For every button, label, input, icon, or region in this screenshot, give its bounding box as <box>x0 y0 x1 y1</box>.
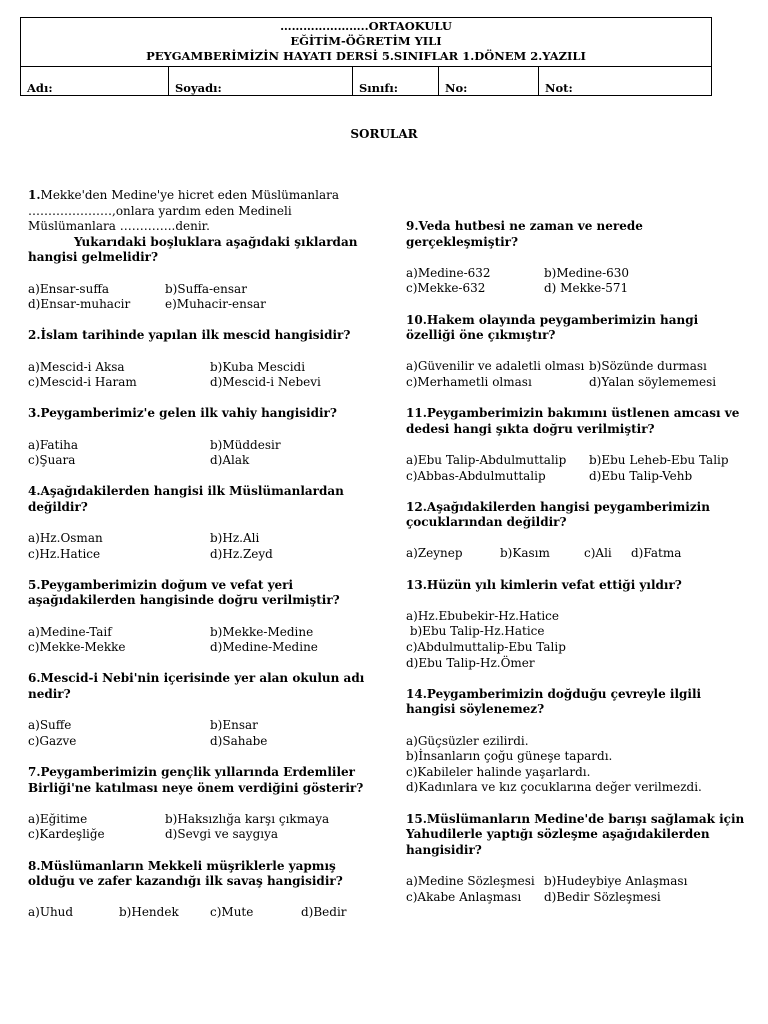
question-6-line2: nedir? <box>28 687 71 701</box>
q3-option-a: a)Fatiha <box>28 437 79 452</box>
student-info-row <box>21 67 711 96</box>
question-8-line1: 8.Müslümanların Mekkeli müşriklerle yapmış <box>28 858 336 873</box>
question-15-line2: Yahudilerle yaptığı sözleşme aşağıdakilerden <box>406 827 710 842</box>
q12-option-b: b)Kasım <box>500 546 550 561</box>
q9-option-b: b)Medine-630 <box>544 265 630 280</box>
q3-option-b: b)Müddesir <box>210 437 281 452</box>
q10-option-c: c)Merhametli olması <box>406 374 532 389</box>
question-11-options <box>406 453 746 484</box>
question-9-line2: gerçekleşmiştir? <box>406 234 519 249</box>
number-field: No: <box>439 67 539 96</box>
q14-option-a: a)Güçsüzler ezilirdi. <box>406 733 529 748</box>
question-13: 13.Hüzün yılı kimlerin vefat ettiği yıldır? <box>406 577 682 592</box>
question-9-options <box>406 266 746 297</box>
q7-option-c: c)Kardeşliğe <box>28 827 105 842</box>
question-9 <box>406 219 746 250</box>
q7-option-b: b)Haksızlığa karşı çıkmaya <box>165 811 330 826</box>
q15-option-d: d)Bedir Sözleşmesi <box>544 889 661 904</box>
question-1-number: 1. <box>28 188 41 202</box>
q13-option-a: a)Hz.Ebubekir-Hz.Hatice <box>406 608 559 623</box>
school-name: …………………..ORTAOKULU <box>280 19 452 33</box>
q10-option-d: d)Yalan söylememesi <box>589 374 717 389</box>
question-11-line1: 11.Peygamberimizin bakımını üstlenen amcası ve <box>406 406 740 421</box>
q4-option-a: a)Hz.Osman <box>28 531 103 546</box>
class-field: Sınıfı: <box>353 67 439 96</box>
question-1 <box>28 188 368 266</box>
q5-option-a: a)Medine-Taif <box>28 624 112 639</box>
question-12-line1: 12.Aşağıdakilerden hangisi peygamberimizin <box>406 499 710 514</box>
question-7-line2: Birliği'ne katılması neye önem verdiğini gösterir? <box>28 780 364 795</box>
q15-option-c: c)Akabe Anlaşması <box>406 889 522 904</box>
name-field: Adı: <box>21 67 169 96</box>
question-11-line2: dedesi hangi şıkta doğru verilmiştir? <box>406 421 655 436</box>
question-1-prompt1: Yukarıdaki boşluklara aşağıdaki şıklardan <box>74 234 358 249</box>
question-5-options <box>28 625 368 656</box>
question-2: 2.İslam tarihinde yapılan ilk mescid hangisidir? <box>28 328 351 343</box>
left-column <box>28 188 368 937</box>
q1-option-e: e)Muhacir-ensar <box>165 297 266 312</box>
question-8-options <box>28 905 368 921</box>
q8-option-c: c)Mute <box>210 905 254 920</box>
question-6-options <box>28 718 368 749</box>
q13-option-b: b)Ebu Talip-Hz.Hatice <box>406 624 545 639</box>
q14-option-b: b)İnsanların çoğu güneşe tapardı. <box>406 749 613 764</box>
q1-option-a: a)Ensar-suffa <box>28 281 109 296</box>
question-1-line1: Mekke'den Medine'ye hicret eden Müslümanlara <box>40 188 339 202</box>
q12-option-c: c)Ali <box>584 546 612 561</box>
question-11 <box>406 406 746 437</box>
question-4 <box>28 484 368 515</box>
q4-option-b: b)Hz.Ali <box>210 531 260 546</box>
question-14-options <box>406 734 746 796</box>
question-13-options <box>406 609 746 671</box>
q14-option-c: c)Kabileler halinde yaşarlardı. <box>406 764 591 779</box>
question-12-options <box>406 546 746 562</box>
q1-option-d: d)Ensar-muhacir <box>28 297 131 312</box>
question-15 <box>406 812 746 859</box>
header-table <box>20 17 712 96</box>
question-9-line1: 9.Veda hutbesi ne zaman ve nerede <box>406 219 643 233</box>
q2-option-d: d)Mescid-i Nebevi <box>210 375 321 390</box>
q4-option-d: d)Hz.Zeyd <box>210 546 273 561</box>
question-2-options <box>28 360 368 391</box>
q12-option-a: a)Zeynep <box>406 546 463 561</box>
surname-field: Soyadı: <box>169 67 353 96</box>
header-title-block <box>21 18 711 67</box>
q10-option-a: a)Güvenilir ve adaletli olması <box>406 359 585 374</box>
q6-option-d: d)Sahabe <box>210 733 268 748</box>
question-3-options <box>28 438 368 469</box>
q6-option-b: b)Ensar <box>210 718 258 733</box>
question-4-line2: değildir? <box>28 499 88 514</box>
question-8 <box>28 859 368 890</box>
q9-option-c: c)Mekke-632 <box>406 281 486 296</box>
question-7 <box>28 765 368 796</box>
question-15-line3: hangisidir? <box>406 842 482 857</box>
q15-option-b: b)Hudeybiye Anlaşması <box>544 873 688 888</box>
q5-option-c: c)Mekke-Mekke <box>28 640 126 655</box>
q3-option-d: d)Alak <box>210 453 250 468</box>
question-4-options <box>28 531 368 562</box>
question-6 <box>28 671 368 702</box>
question-4-line1: 4.Aşağıdakilerden hangisi ilk Müslümanlardan <box>28 484 344 499</box>
q5-option-d: d)Medine-Medine <box>210 640 318 655</box>
q11-option-d: d)Ebu Talip-Vehb <box>589 468 693 483</box>
q2-option-c: c)Mescid-i Haram <box>28 375 137 390</box>
question-14-line2: hangisi söylenemez? <box>406 702 545 717</box>
question-14-line1: 14.Peygamberimizin doğduğu çevreyle ilgili <box>406 686 702 701</box>
question-1-line3: Müslümanlara …………..denir. <box>28 219 210 234</box>
q2-option-b: b)Kuba Mescidi <box>210 359 306 374</box>
question-12 <box>406 500 746 531</box>
q13-option-d: d)Ebu Talip-Hz.Ömer <box>406 655 535 670</box>
section-title: SORULAR <box>350 127 418 141</box>
question-10 <box>406 313 746 344</box>
q9-option-d: d) Mekke-571 <box>544 281 629 296</box>
question-7-options <box>28 812 368 843</box>
q6-option-a: a)Suffe <box>28 718 72 733</box>
question-14 <box>406 687 746 718</box>
q11-option-c: c)Abbas-Abdulmuttalip <box>406 468 546 483</box>
question-5 <box>28 578 368 609</box>
q2-option-a: a)Mescid-i Aksa <box>28 359 125 374</box>
question-1-prompt2: hangisi gelmelidir? <box>28 250 159 265</box>
question-6-line1: 6.Mescid-i Nebi'nin içerisinde yer alan okulun adı <box>28 671 365 686</box>
grade-field: Not: <box>545 81 573 95</box>
question-8-line2: olduğu ve zafer kazandığı ilk savaş hangisidir? <box>28 874 343 889</box>
question-5-line2: aşağıdakilerden hangisinde doğru verilmiştir? <box>28 593 340 608</box>
q9-option-a: a)Medine-632 <box>406 265 491 280</box>
q15-option-a: a)Medine Sözleşmesi <box>406 873 535 888</box>
question-12-line2: çocuklarından değildir? <box>406 515 567 530</box>
q4-option-c: c)Hz.Hatice <box>28 546 101 561</box>
right-column <box>406 219 746 921</box>
academic-year: EĞİTİM-ÖĞRETİM YILI <box>290 34 442 48</box>
q11-option-b: b)Ebu Leheb-Ebu Talip <box>589 452 729 467</box>
exam-title: PEYGAMBERİMİZİN HAYATI DERSİ 5.SINIFLAR 1.DÖNEM 2.YAZILI <box>146 49 586 63</box>
question-15-line1: 15.Müslümanların Medine'de barışı sağlamak için <box>406 811 745 826</box>
q8-option-a: a)Uhud <box>28 905 74 920</box>
q8-option-d: d)Bedir <box>301 905 347 920</box>
q8-option-b: b)Hendek <box>119 905 179 920</box>
question-15-options <box>406 874 746 905</box>
q1-option-b: b)Suffa-ensar <box>165 281 247 296</box>
q11-option-a: a)Ebu Talip-Abdulmuttalip <box>406 452 567 467</box>
question-1-line2: …………………,onlara yardım eden Medineli <box>28 203 292 218</box>
q10-option-b: b)Sözünde durması <box>589 359 707 374</box>
question-5-line1: 5.Peygamberimizin doğum ve vefat yeri <box>28 577 294 592</box>
q6-option-c: c)Gazve <box>28 733 77 748</box>
question-10-line2: özelliği öne çıkmıştır? <box>406 328 556 343</box>
question-10-line1: 10.Hakem olayında peygamberimizin hangi <box>406 312 699 327</box>
q3-option-c: c)Şuara <box>28 453 76 468</box>
question-7-line1: 7.Peygamberimizin gençlik yıllarında Erdemliler <box>28 764 355 779</box>
question-10-options <box>406 359 746 390</box>
question-1-options <box>28 282 368 313</box>
q5-option-b: b)Mekke-Medine <box>210 624 314 639</box>
q7-option-a: a)Eğitime <box>28 811 88 826</box>
q14-option-d: d)Kadınlara ve kız çocuklarına değer verilmezdi. <box>406 780 702 795</box>
question-3: 3.Peygamberimiz'e gelen ilk vahiy hangisidir? <box>28 406 337 421</box>
q12-option-d: d)Fatma <box>631 546 682 561</box>
q13-option-c: c)Abdulmuttalip-Ebu Talip <box>406 640 566 655</box>
q7-option-d: d)Sevgi ve saygıya <box>165 827 279 842</box>
